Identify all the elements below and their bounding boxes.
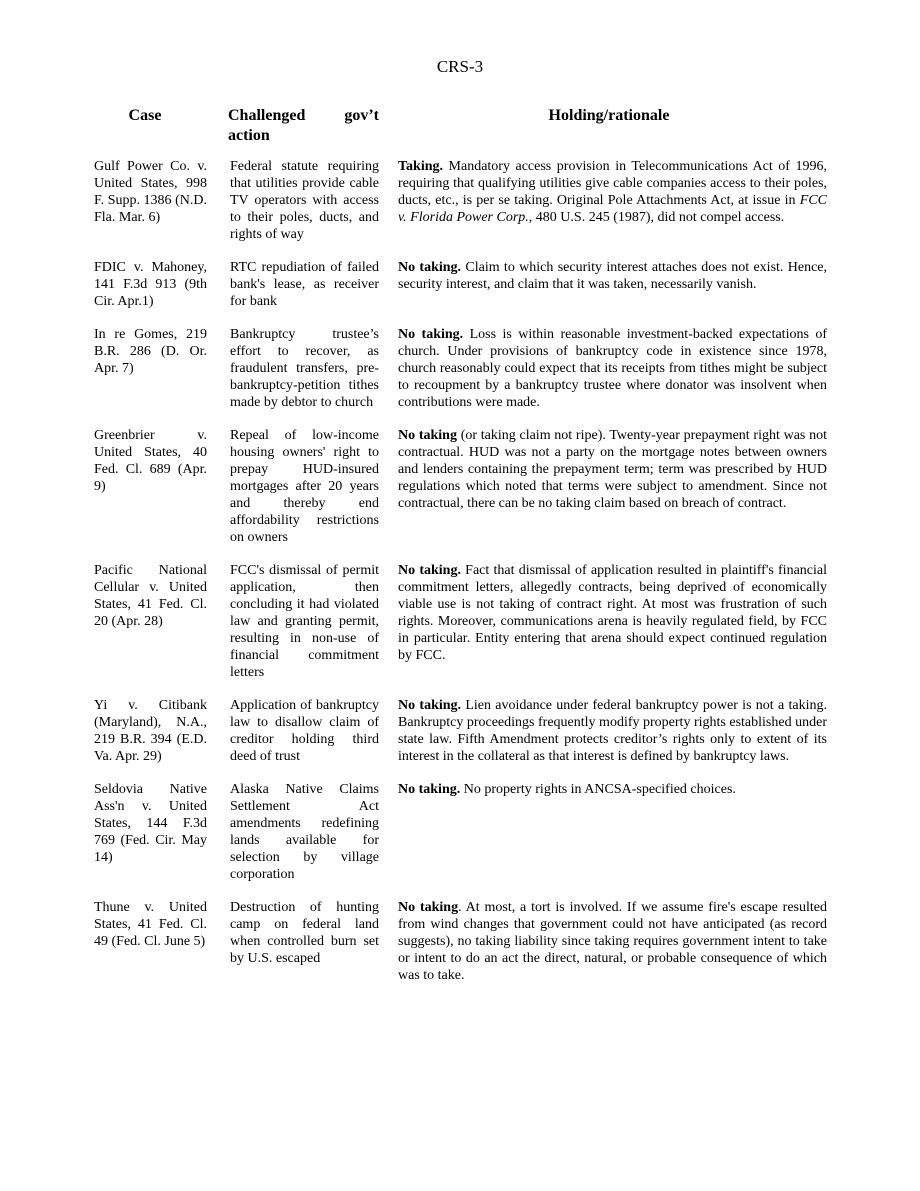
case-cell: Pacific National Cellular v. United States, 41 Fed. Cl. 20 (Apr. 28) [94,563,207,629]
holding-text: Claim to which security interest attaches does not exist. Hence, security interest, and claim that it was taken, necessarily vanish. [398,260,827,292]
case-cell: Yi v. Citibank (Maryland), N.A., 219 B.R. 394 (E.D. Va. Apr. 29) [94,698,207,764]
holding-cell [389,158,829,259]
holding-cell [389,562,829,697]
verdict: No taking. [398,260,462,275]
holding-cell [389,259,829,326]
holding-cell [389,899,829,1000]
case-cell: Thune v. United States, 41 Fed. Cl. 49 (Fed. Cl. June 5) [94,900,207,949]
case-cell: Gulf Power Co. v. United States, 998 F. Supp. 1386 (N.D. Fla. Mar. 6) [94,159,207,225]
action-cell: Alaska Native Claims Settlement Act amendments redefining lands available for selection by village corporation [230,782,379,882]
verdict: No taking. [398,563,461,578]
verdict: No taking. [398,782,461,797]
action-cell: FCC's dismissal of permit application, then concluding it had violated law and granting permit, resulting in non-use of financial commitment letters [230,563,379,680]
table-row [91,562,829,697]
case-cell: FDIC v. Mahoney, 141 F.3d 913 (9th Cir. Apr.1) [94,260,207,309]
case-cell: Seldovia Native Ass'n v. United States, 144 F.3d 769 (Fed. Cir. May 14) [94,782,207,865]
holding-cell [389,427,829,562]
table-row [91,697,829,781]
holding-text: Fact that dismissal of application resulted in plaintiff's financial commitment letters, allegedly contracts, being deprived of economically viable use is not taking of contract right. At most was frustration of such rights. Moreover, communications arena is heavily regulated field, by FCC in particular. Entity entering that arena should expect continued regulation by FCC. [398,563,827,663]
verdict: No taking. [398,327,464,342]
action-cell: Destruction of hunting camp on federal land when controlled burn set by U.S. escaped [230,900,379,966]
holding-text: Lien avoidance under federal bankruptcy power is not a taking. Bankruptcy proceedings frequently modify property rights established under state law. Fifth Amendment protects creditor’s rights only to extent of its interest in the collateral as that interest is defined by bankruptcy laws. [398,698,827,764]
table-row [91,427,829,562]
table-row [91,781,829,899]
verdict: No taking [398,428,457,443]
column-header-action: Challenged gov’t action [228,107,379,144]
holding-text: (or taking claim not ripe). Twenty-year prepayment right was not contractual. HUD was not a party on the mortgage notes between owners and lenders containing the prepayment term; term was prescribed by HUD regulations which noted that terms were subject to amendment. Since not contractual, there can be no taking claim based on breach of contract. [398,428,827,511]
verdict: Taking. [398,159,444,174]
holding-text: Mandatory access provision in Telecommunications Act of 1996, requiring that qualifying utilities give cable companies access to their poles, ducts, etc., is per se taking. Original Pole Attachments Act, at issue in [398,159,827,208]
column-header-case: Case [128,107,162,124]
takings-cases-table [91,106,829,1000]
table-row [91,326,829,427]
holding-cell [389,781,829,899]
holding-cell [389,326,829,427]
action-cell: Federal statute requiring that utilities provide cable TV operators with access to their poles, ducts, and rights of way [230,159,379,242]
holding-text: . At most, a tort is involved. If we assume fire's escape resulted from wind changes that government could not have anticipated (as record suggests), no taking liability since taking requires government intent to take or intent to do an act the direct, natural, or probable consequence of which was to take. [398,900,827,983]
action-cell: Application of bankruptcy law to disallow claim of creditor holding third deed of trust [230,698,379,764]
holding-text-end: 480 U.S. 245 (1987), did not compel access. [532,210,785,225]
column-header-holding: Holding/rationale [548,107,670,124]
action-cell: RTC repudiation of failed bank's lease, as receiver for bank [230,260,379,309]
case-citation: FCC v. Florida Power Corp., [398,193,827,225]
action-cell: Bankruptcy trustee’s effort to recover, as fraudulent transfers, pre-bankruptcy-petition tithes made by debtor to church [230,327,379,410]
action-cell: Repeal of low-income housing owners' right to prepay HUD-insured mortgages after 20 years and thereby end affordability restrictions on owners [230,428,379,545]
page-label: CRS-3 [436,57,484,76]
table-row [91,259,829,326]
holding-cell [389,697,829,781]
table-row [91,158,829,259]
table-row [91,899,829,1000]
holding-text: No property rights in ANCSA-specified choices. [460,782,736,797]
table-header-row [91,106,829,158]
holding-text: Loss is within reasonable investment-backed expectations of church. Under provisions of bankruptcy code in existence since 1978, church reasonably could expect that its receipts from tithes might be subject to recoupment by a bankruptcy trustee where donator was insolvent when contributions were made. [398,327,828,410]
verdict: No taking. [398,698,462,713]
case-cell: In re Gomes, 219 B.R. 286 (D. Or. Apr. 7) [94,327,207,376]
verdict: No taking [398,900,459,915]
case-cell: Greenbrier v. United States, 40 Fed. Cl. 689 (Apr. 9) [94,428,207,494]
